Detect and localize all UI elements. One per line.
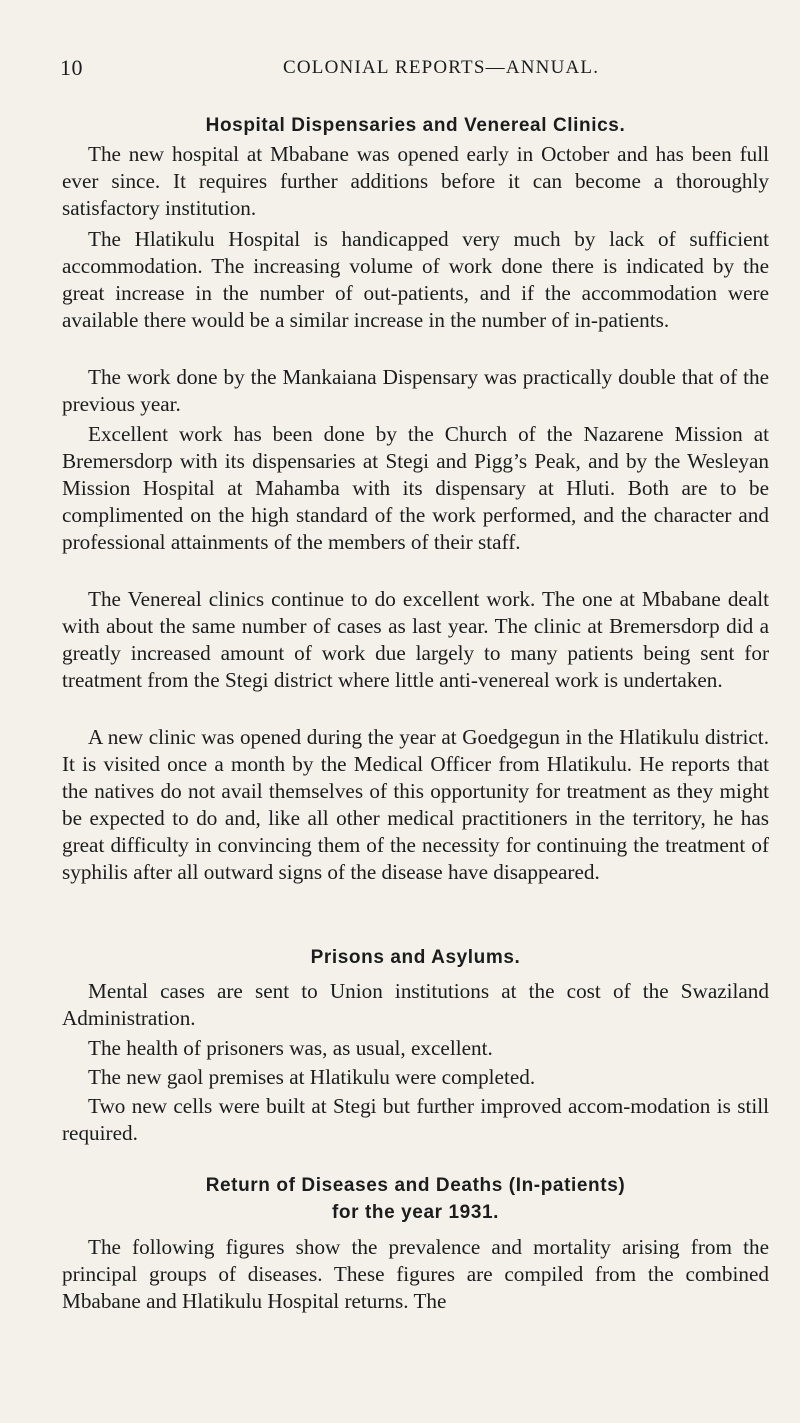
section-heading-return-line1: Return of Diseases and Deaths (In-patients) [205,1175,626,1196]
running-head: COLONIAL REPORTS—ANNUAL. [283,57,600,78]
paragraph: The new hospital at Mbabane was opened early in October and has been full ever since. It requires further additions before it can become a thoroughly satisfactory institution. [62,142,769,220]
paragraph: The following figures show the prevalence and mortality arising from the principal groups of diseases. These figures are compiled from the combined Mbabane and Hlatikulu Hospital returns. The [62,1235,769,1313]
paragraph: The new gaol premises at Hlatikulu were completed. [88,1065,536,1089]
paragraph: A new clinic was opened during the year at Goedgegun in the Hlatikulu district. It is visited once a month by the Medical Officer from Hlatikulu. He reports that the natives do not avail themselves of this opportunity for treatment as they might be expected to do and, like all other medical practitioners in the territory, he has great difficulty in convincing them of the necessity for continuing the treatment of syphilis after all outward signs of the disease have disappeared. [62,725,769,884]
paragraph: The Venereal clinics continue to do excellent work. The one at Mbabane dealt with about the same number of cases as last year. The clinic at Bremersdorp did a greatly increased amount of work due largely to many patients being sent for treatment from the Stegi district where little anti-venereal work is undertaken. [62,587,769,692]
page-number: 10 [60,55,83,80]
paragraph: The health of prisoners was, as usual, excellent. [88,1036,493,1060]
paragraph: The Hlatikulu Hospital is handicapped very much by lack of sufficient accommodation. The increasing volume of work done there is indicated by the great increase in the number of out-patients, and if the accommodation were available there would be a similar increase in the number of in-patients. [62,227,769,332]
section-heading-return-line2: for the year 1931. [331,1202,500,1223]
paragraph: The work done by the Mankaiana Dispensary was practically double that of the previous year. [62,365,769,416]
paragraph: Mental cases are sent to Union institutions at the cost of the Swaziland Administration. [62,979,769,1030]
page-header [0,55,800,85]
paragraph: Two new cells were built at Stegi but further improved accom-modation is still required. [62,1094,769,1145]
paragraph: Excellent work has been done by the Church of the Nazarene Mission at Bremersdorp with its dispensaries at Stegi and Pigg’s Peak, and by the Wesleyan Mission Hospital at Mahamba with its dispensary at Hluti. Both are to be complimented on the high standard of the work performed, and the character and professional attainments of the members of their staff. [62,422,769,554]
section-heading-prisons: Prisons and Asylums. [310,947,521,968]
section-heading-dispensaries: Hospital Dispensaries and Venereal Clinics. [205,115,626,136]
